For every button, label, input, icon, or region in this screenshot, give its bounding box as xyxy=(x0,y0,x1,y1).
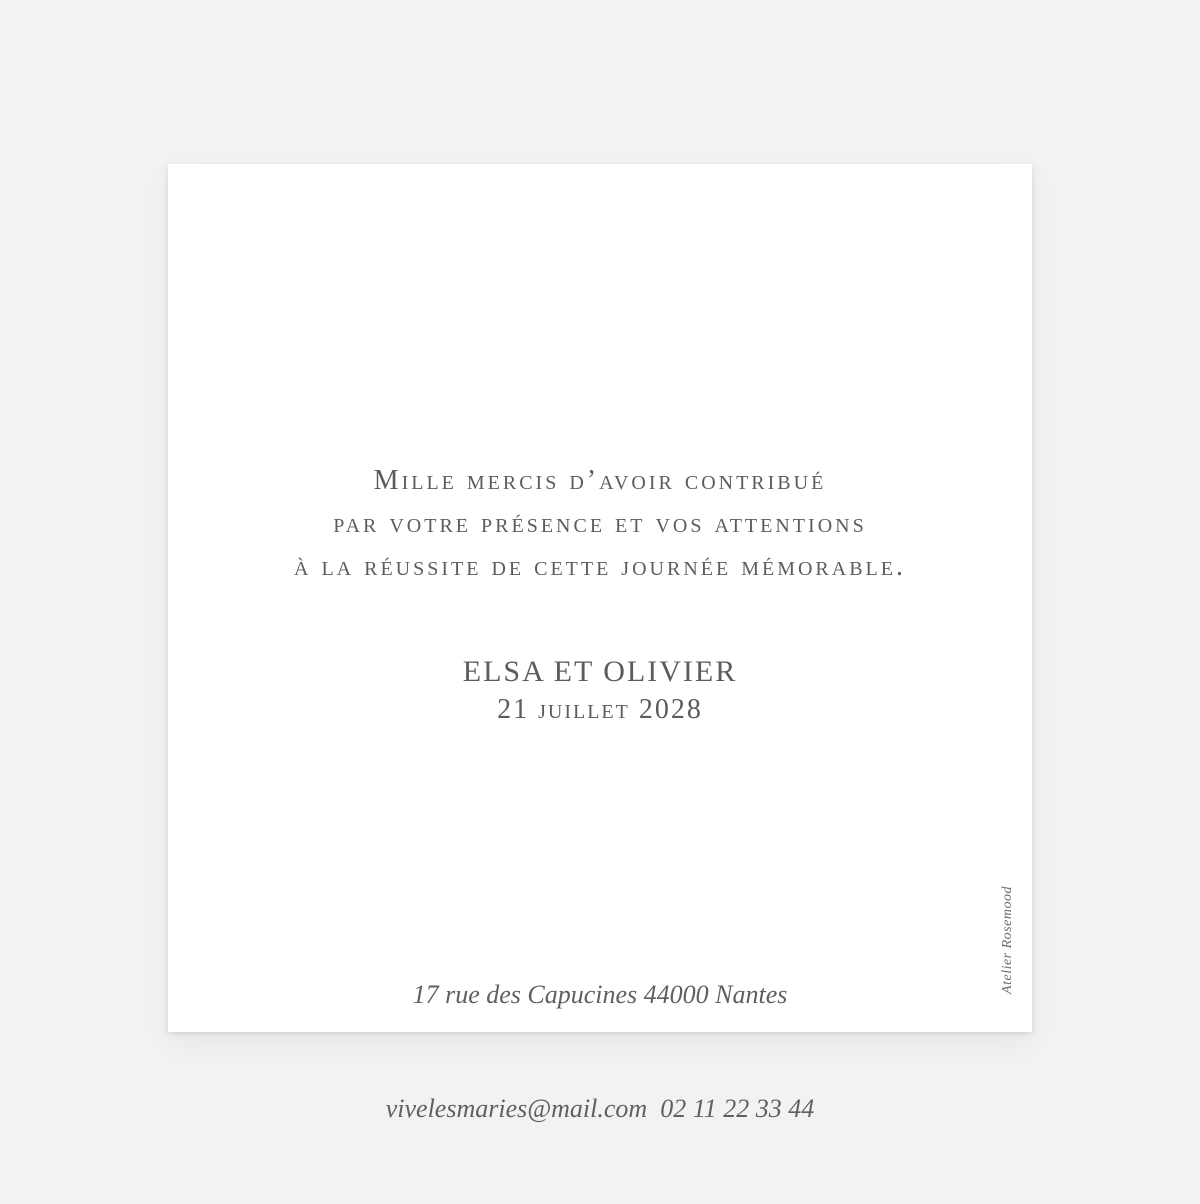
signature-block xyxy=(168,654,1032,728)
atelier-rosemood-credit: Atelier Rosemood xyxy=(1000,886,1015,994)
contact-address: 17 rue des Capucines 44000 Nantes xyxy=(412,980,788,1009)
wedding-date: 21 juillet 2028 xyxy=(497,694,703,725)
contact-email-phone: vivelesmaries@mail.com 02 11 22 33 44 xyxy=(385,1094,815,1123)
contact-block xyxy=(168,900,1032,1204)
message-line-1: Mille mercis d’avoir contribué xyxy=(373,465,827,496)
message-line-2: par votre présence et vos attentions xyxy=(333,508,867,539)
thank-you-message xyxy=(168,459,1032,588)
couple-names: ELSA ET OLIVIER xyxy=(462,655,738,688)
thank-you-card xyxy=(168,164,1032,1123)
message-line-3: à la réussite de cette journée mémorable. xyxy=(294,551,906,582)
